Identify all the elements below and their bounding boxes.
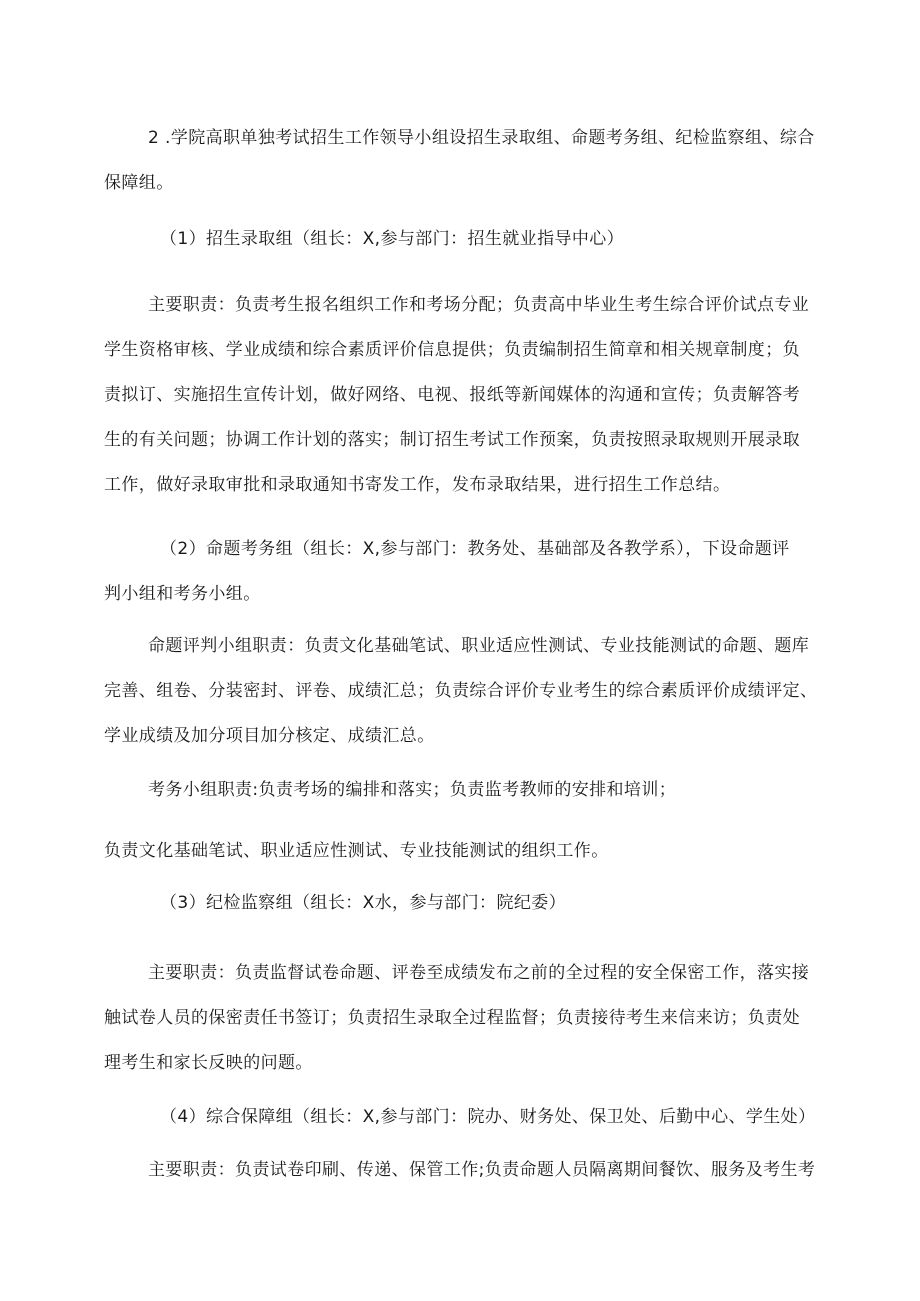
group-3-duties [104, 951, 856, 1086]
exam-subgroup-duties-line: 学业成绩及加分项目加分核定、成绩汇总。 [104, 726, 435, 746]
group-1-heading: （1）招生录取组（组长：X,参与部门：招生就业指导中心） [160, 229, 625, 249]
item-2-paragraph [104, 116, 856, 206]
exam-subgroup-duties-line: 命题评判小组职责：负责文化基础笔试、职业适应性测试、专业技能测试的命题、题库 [148, 636, 810, 656]
group-4-heading: （4）综合保障组（组长：X,参与部门：院办、财务处、保卫处、后勤中心、学生处） [160, 1107, 816, 1127]
group-1-duties-line: 主要职责：负责考生报名组织工作和考场分配；负责高中毕业生考生综合评价试点专业 [148, 295, 810, 315]
exam-subgroup-duties-line: 完善、组卷、分装密封、评卷、成绩汇总；负责综合评价专业考生的综合素质评价成绩评定、 [104, 681, 818, 701]
item-2-line-1: 2 .学院高职单独考试招生工作领导小组设招生录取组、命题考务组、纪检监察组、综合 [148, 128, 815, 148]
affairs-subgroup-duties-line-1: 考务小组职责:负责考场的编排和落实；负责监考教师的安排和培训； [148, 780, 677, 800]
group-2-heading-line: （2）命题考务组（组长：X,参与部门：教务处、基础部及各教学系），下设命题评 [160, 539, 790, 559]
group-1-duties-line: 学生资格审核、学业成绩和综合素质评价信息提供；负责编制招生简章和相关规章制度；负 [104, 340, 800, 360]
item-2-line-2: 保障组。 [104, 173, 174, 193]
group-3-duties-line: 触试卷人员的保密责任书签订；负责招生录取全过程监督；负责接待考生来信来访；负责处 [104, 1008, 800, 1028]
group-2-heading [104, 527, 856, 617]
group-1-duties-line: 工作，做好录取审批和录取通知书寄发工作，发布录取结果，进行招生工作总结。 [104, 475, 731, 495]
group-1-duties-line: 责拟订、实施招生宣传计划，做好网络、电视、报纸等新闻媒体的沟通和宣传；负责解答考 [104, 385, 800, 405]
group-2-heading-line: 判小组和考务小组。 [104, 584, 261, 604]
group-3-heading: （3）纪检监察组（组长：X水，参与部门：院纪委） [160, 893, 567, 913]
group-1-duties [104, 283, 856, 508]
group-3-duties-line: 主要职责：负责监督试卷命题、评卷至成绩发布之前的全过程的安全保密工作，落实接 [148, 963, 810, 983]
group-4-duties: 主要职责：负责试卷印刷、传递、保管工作;负责命题人员隔离期间餐饮、服务及考生考 [148, 1160, 816, 1180]
affairs-subgroup-duties-line-2: 负责文化基础笔试、职业适应性测试、专业技能测试的组织工作。 [104, 841, 609, 861]
group-1-duties-line: 生的有关问题；协调工作计划的落实；制订招生考试工作预案，负责按照录取规则开展录取 [104, 430, 800, 450]
group-3-duties-line: 理考生和家长反映的问题。 [104, 1053, 313, 1073]
exam-subgroup-duties [104, 624, 856, 759]
